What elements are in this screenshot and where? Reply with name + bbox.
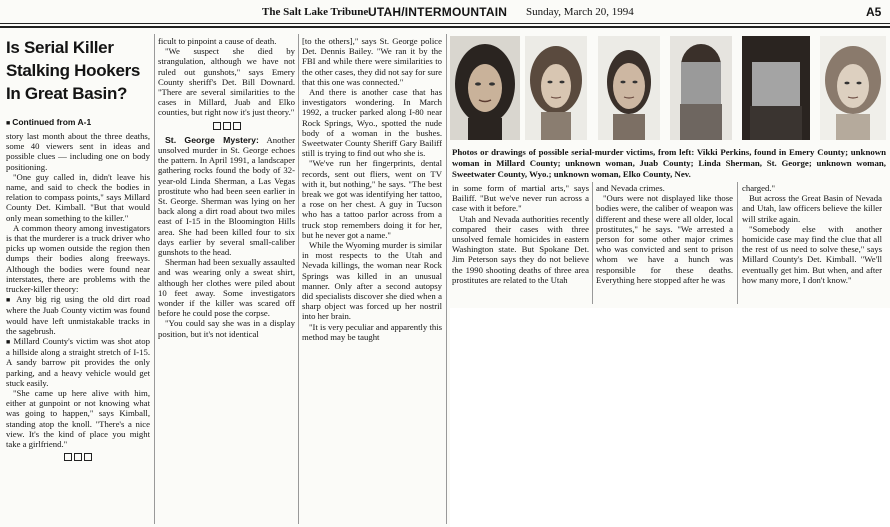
- end-dingbats: [6, 452, 150, 462]
- column-5: [596, 183, 733, 305]
- masthead: [0, 4, 890, 22]
- section-name: UTAH/INTERMOUNTAIN: [368, 5, 508, 19]
- bullet-paragraph: ■ Millard County's victim was shot atop a hillside along a straight stretch of I-15. A sandy barrow pit provides the only parking, and a heavy vehicle would get stuck easily.: [6, 336, 150, 388]
- photo-millard-county-drawing: [525, 36, 587, 140]
- masthead-rule: [0, 23, 890, 24]
- photo-caption: Photos or drawings of possible serial-murder victims, from left: Vikki Perkins, found in Emery County; unknown woman in Millard County; unknown woman, Juab County; Linda Sherman, St. George; unknown woman, Sweetwater County, Wyo.; unknown woman, Elko County, Nev.: [452, 147, 886, 179]
- paragraph: "Ours were not displayed like those bodies were, the caliber of weapon was different and these were all older, local prostitutes," he says. "We arrested a person for some other major crimes who was convicted and sent to prison whom we have a hunch was responsible for these deaths. Everything here stopped after he was: [596, 193, 733, 285]
- column-2: [158, 36, 295, 526]
- column-rule: [446, 34, 447, 524]
- paragraph: "One guy called in, didn't leave his name, and said to check the bodies in relation to compass points," says Millard County Det. Kimball. "But that would only mean something to the killer.": [6, 171, 150, 223]
- issue-date: Sunday, March 20, 1994: [526, 6, 634, 18]
- paragraph: "It is very peculiar and apparently this method may be taught: [302, 321, 442, 342]
- story-headline: Is Serial Killer Stalking Hookers In Great Basin?: [6, 38, 141, 103]
- paragraph: Another unsolved murder in St. George echoes the pattern. In April 1991, a landscaper gathering rocks found the body of 32-year-old Linda Sherman, a Las Vegas prostitute who had been seen earlier in St. George. Sherman was lying on her back along a dirt road about two miles east of I-15 in the Bloomington Hills area. She had been killed four to six days earlier by several small-caliber gunshots to the head.: [158, 134, 295, 258]
- paragraph: ficult to pinpoint a cause of death.: [158, 36, 277, 46]
- paragraph: Utah and Nevada authorities recently compared their cases with three unsolved female homicides in eastern Washington state. But Spokane Det. Jim Peterson says they do not believe the 1990 shooting deaths of three area prostitutes are related to the Utah: [452, 213, 589, 285]
- paragraph: "You could say she was in a display position, but it's not identical: [158, 318, 295, 339]
- column-4: [452, 183, 589, 305]
- paragraph: story last month about the three deaths, some 40 viewers sent in ideas and possible clues — including one on body positioning.: [6, 131, 150, 172]
- page-number: A5: [866, 5, 882, 19]
- paragraph: "We suspect she died by strangulation, although we have not ruled out gunshots," says Emery County sheriff's Det. Bill Downard. "There are several similarities to the cases in Millard, Juab and Elko counties, but right now it's just theory.": [158, 46, 295, 118]
- photo-linda-sherman-blurred: [670, 36, 732, 140]
- paragraph: And there is another case that has investigators wondering. In March 1992, a trucker parked along I-80 near Rock Springs, Wyo., spotted the nude body of a woman in the bushes. Sweetwater County Sheriff Gary Bailiff still is trying to find out who she is.: [302, 87, 442, 159]
- paragraph: "Somebody else with another homicide case may find the clue that all the rest of us need to solve these," says Millard County's Det. Kimball. "We'll eventually get him. But when, and after how many more, I don't know.": [742, 223, 882, 285]
- paragraph: While the Wyoming murder is similar in most respects to the Utah and Nevada killings, the woman near Rock Springs was killed in an unusual manner. Only after a second autopsy did specialists discover she died when a sharp object was forced up her nostril into her brain.: [302, 240, 442, 322]
- column-rule: [298, 34, 299, 524]
- continued-from: ■ Continued from A-1: [6, 117, 150, 127]
- column-rule: [592, 182, 593, 304]
- paragraph: Sherman had been sexually assaulted and was wearing only a sweat shirt, although her clothes were piled about 10 feet away. Some investigators wonder if the killer was scared off before he could pose the corpse.: [158, 257, 295, 319]
- paragraph: in some form of martial arts," says Bailiff. "But we've never run across a case with it before.": [452, 183, 589, 214]
- section-dingbats: [158, 121, 295, 131]
- paragraph: "We've run her fingerprints, dental records, sent out fliers, went on TV with it, but nothing," he says. "The best break we got was identifying her tattoo, a rose on her chest. A guy in Tucson who has a tattoo parlor across from a truck stop remembers doing it for her, but he never got a name.": [302, 158, 442, 240]
- victim-photo-strip: [450, 36, 888, 144]
- column-3: [302, 36, 442, 526]
- paragraph: and Nevada crimes.: [596, 183, 665, 193]
- photo-sweetwater-county-blurred: [742, 36, 810, 140]
- photo-juab-county: [598, 36, 660, 140]
- photo-elko-county-drawing: [820, 36, 886, 140]
- paragraph: A common theory among investigators is that the murderer is a truck driver who picks up women outside the region then dumps their bodies along freeways. Although the bodies were found near interstates, there are problems with the trucker-killer theory:: [6, 222, 150, 295]
- paragraph: "She came up here alive with him, either at gunpoint or not knowing what was going to happen," says Kimball, standing atop the knoll. "There's a nice view. It's the kind of place you might take a girlfriend.": [6, 388, 150, 450]
- column-rule: [154, 34, 155, 524]
- photo-vikki-perkins: [450, 36, 520, 140]
- blank-area: [450, 308, 890, 527]
- column-rule: [737, 182, 738, 304]
- subhead-st-george: St. George Mystery:: [165, 134, 259, 145]
- paragraph: [to the others]," says St. George police Det. Dennis Bailey. "We ran it by the FBI and while there were similarities to the other cases, they did not say for sure that this one was connected.": [302, 36, 442, 87]
- paragraph: charged.": [742, 183, 776, 193]
- newspaper-name: The Salt Lake Tribune: [262, 6, 369, 18]
- bullet-paragraph: ■ Any big rig using the old dirt road where the Juab County victim was found would have left unmistakable tracks in the sagebrush.: [6, 294, 150, 336]
- paragraph: But across the Great Basin of Nevada and Utah, law officers believe the killer will strike again.: [742, 193, 882, 224]
- column-1: [6, 131, 150, 525]
- column-6: [742, 183, 882, 305]
- masthead-rule-thick: [0, 26, 890, 28]
